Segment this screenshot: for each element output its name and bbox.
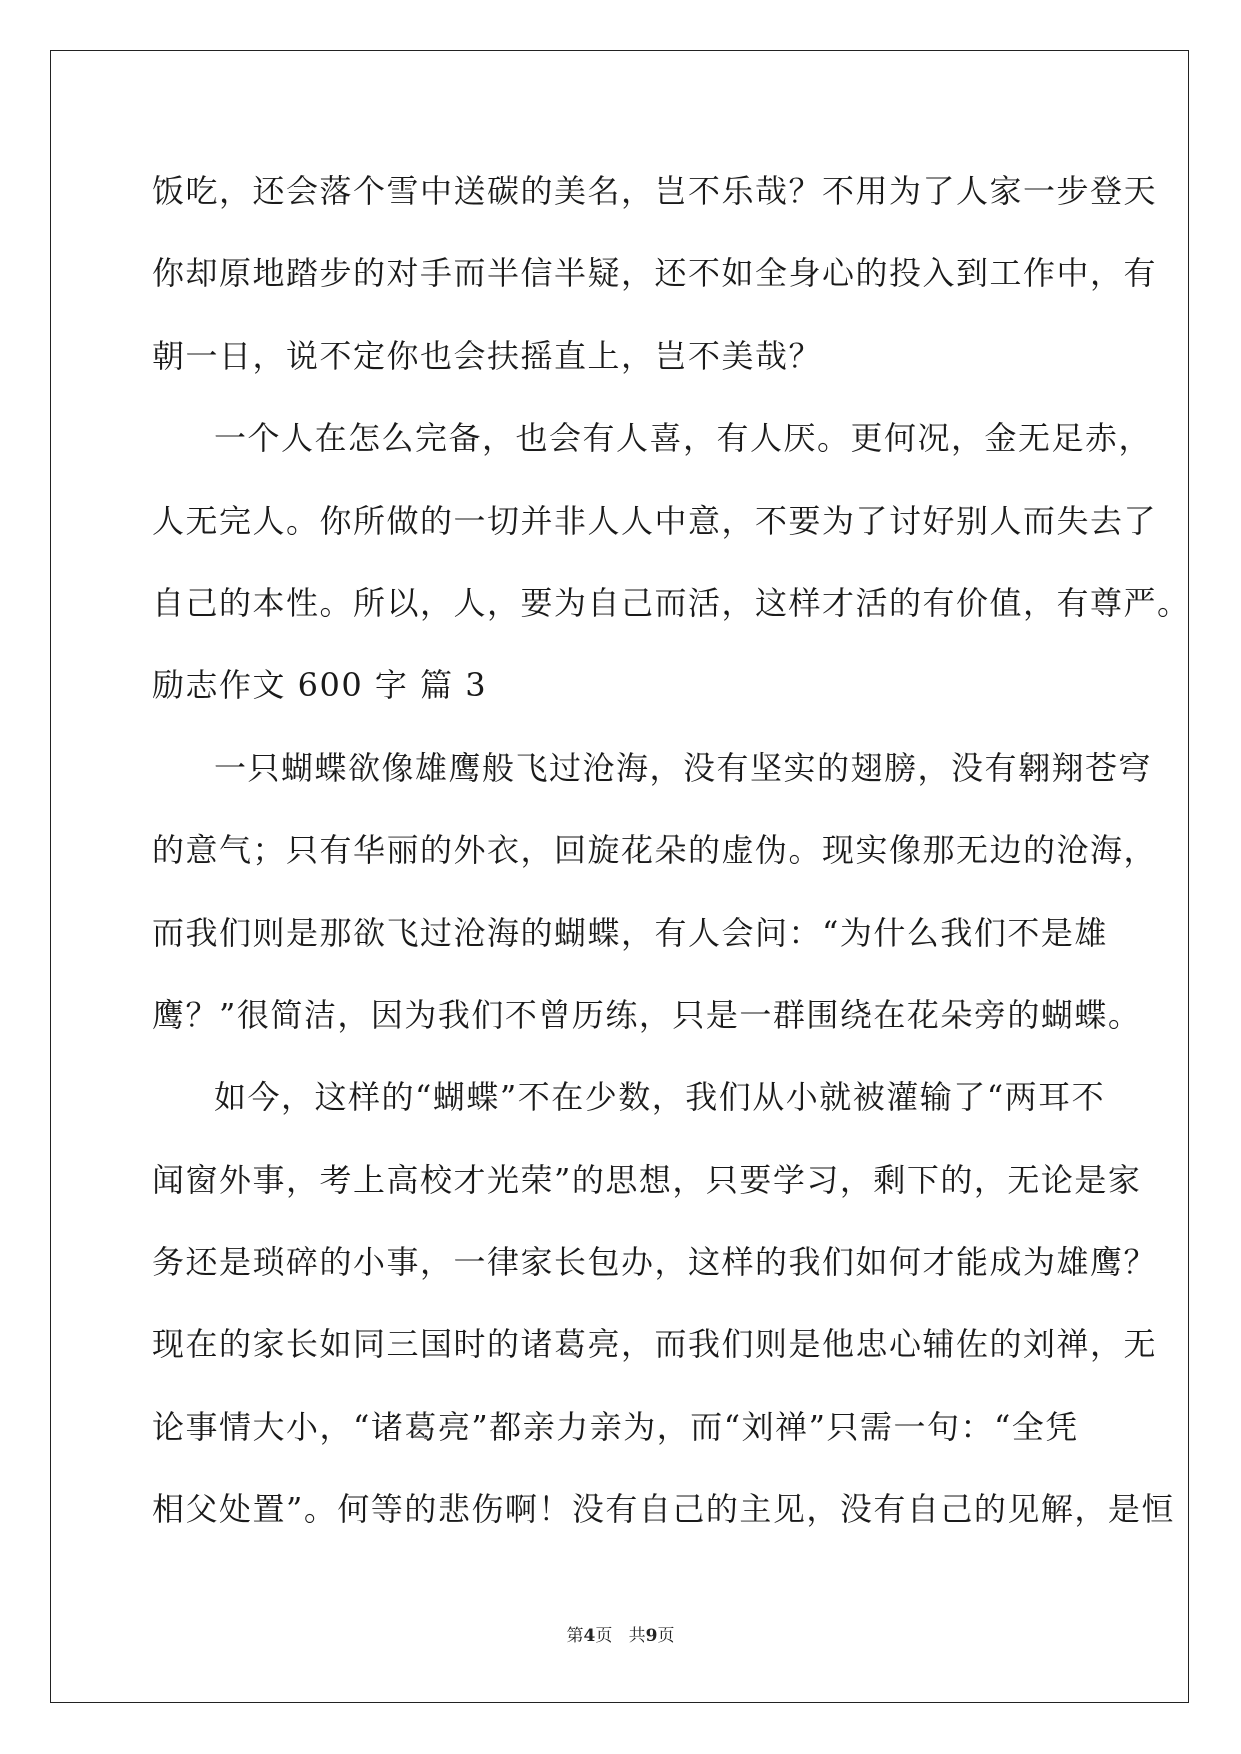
text-line: 务还是琐碎的小事，一律家长包办，这样的我们如何才能成为雄鹰？	[152, 1243, 1158, 1282]
text-line: 一个人在怎么完备，也会有人喜，有人厌。更何况，金无足赤，	[214, 419, 1153, 458]
text-line: 朝一日，说不定你也会扶摇直上，岂不美哉？	[152, 336, 823, 375]
text-line: 鹰？”很简洁，因为我们不曾历练，只是一群围绕在花朵旁的蝴蝶。	[152, 995, 1142, 1034]
page-label-suffix: 页	[595, 1626, 613, 1646]
page-label-prefix: 第	[566, 1626, 584, 1646]
page-footer	[0, 1621, 1241, 1646]
text-line: 自己的本性。所以，人，要为自己而活，这样才活的有价值，有尊严。	[152, 583, 1191, 622]
page-number: 4	[583, 1626, 596, 1646]
total-label-prefix: 共	[628, 1626, 646, 1646]
text-line: 的意气；只有华丽的外衣，回旋花朵的虚伪。现实像那无边的沧海，	[152, 831, 1158, 870]
total-pages: 9	[645, 1626, 658, 1646]
text-line: 现在的家长如同三国时的诸葛亮，而我们则是他忠心辅佐的刘禅，无	[152, 1325, 1158, 1364]
text-line: 一只蝴蝶欲像雄鹰般飞过沧海，没有坚实的翅膀，没有翱翔苍穹	[214, 748, 1153, 787]
text-line: 饭吃，还会落个雪中送碳的美名，岂不乐哉？不用为了人家一步登天	[152, 172, 1158, 210]
total-label-suffix: 页	[657, 1626, 675, 1646]
text-line: 你却原地踏步的对手而半信半疑，还不如全身心的投入到工作中，有	[152, 254, 1158, 293]
document-body	[152, 160, 1191, 1561]
text-line: 如今，这样的“蝴蝶”不在少数，我们从小就被灌输了“两耳不	[214, 1078, 1106, 1117]
text-line: 而我们则是那欲飞过沧海的蝴蝶，有人会问：“为什么我们不是雄	[152, 913, 1108, 952]
section-heading: 励志作文 600 字 篇 3	[152, 666, 488, 705]
text-line: 闻窗外事，考上高校才光荣”的思想，只要学习，剩下的，无论是家	[152, 1160, 1142, 1199]
text-line: 相父处置”。何等的悲伤啊！没有自己的主见，没有自己的见解，是恒	[152, 1490, 1175, 1529]
text-line: 人无完人。你所做的一切并非人人中意，不要为了讨好别人而失去了	[152, 501, 1158, 540]
text-line: 论事情大小，“诸葛亮”都亲力亲为，而“刘禅”只需一句：“全凭	[152, 1407, 1079, 1446]
